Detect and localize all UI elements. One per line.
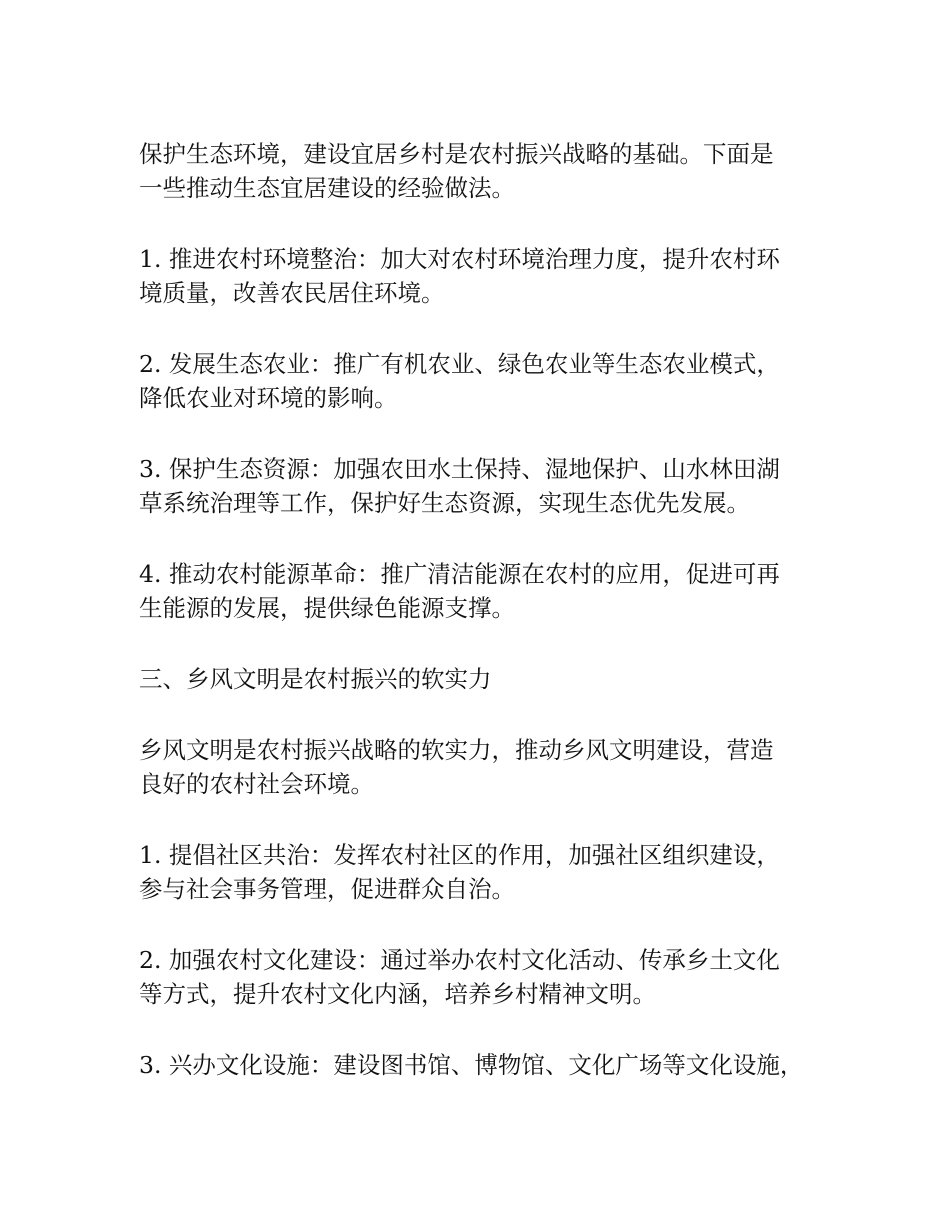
intro-paragraph — [139, 137, 829, 205]
text-line: 降低农业对环境的影响。 — [139, 384, 398, 412]
list-item-paragraph — [139, 838, 829, 906]
section-intro-paragraph — [139, 733, 829, 801]
list-item-paragraph — [139, 943, 829, 1011]
list-item-paragraph — [139, 1048, 829, 1082]
section-heading — [139, 662, 829, 696]
text-line: 草系统治理等工作，保护好生态资源，实现生态优先发展。 — [139, 489, 750, 517]
text-line: 参与社会事务管理，促进群众自治。 — [139, 875, 515, 903]
text-line: 2. 加强农村文化建设：通过举办农村文化活动、传承乡土文化 — [139, 946, 780, 974]
text-line: 2. 发展生态农业：推广有机农业、绿色农业等生态农业模式， — [139, 350, 780, 378]
text-line: 乡风文明是农村振兴战略的软实力，推动乡风文明建设，营造 — [139, 736, 774, 764]
text-line: 1. 提倡社区共治：发挥农村社区的作用，加强社区组织建设， — [139, 841, 780, 869]
text-line: 3. 保护生态资源：加强农田水土保持、湿地保护、山水林田湖 — [139, 455, 780, 483]
document-body — [139, 137, 829, 1119]
text-line: 等方式，提升农村文化内涵，培养乡村精神文明。 — [139, 980, 656, 1008]
list-item-paragraph — [139, 347, 829, 415]
text-line: 3. 兴办文化设施：建设图书馆、博物馆、文化广场等文化设施， — [139, 1051, 804, 1079]
text-line: 1. 推进农村环境整治：加大对农村环境治理力度，提升农村环 — [139, 245, 780, 273]
list-item-paragraph — [139, 242, 829, 310]
text-line: 良好的农村社会环境。 — [139, 770, 374, 798]
text-line: 保护生态环境，建设宜居乡村是农村振兴战略的基础。下面是 — [139, 140, 774, 168]
text-line: 4. 推动农村能源革命：推广清洁能源在农村的应用，促进可再 — [139, 560, 780, 588]
text-line: 境质量，改善农民居住环境。 — [139, 279, 445, 307]
text-line: 一些推动生态宜居建设的经验做法。 — [139, 174, 515, 202]
list-item-paragraph — [139, 557, 829, 625]
text-line: 生能源的发展，提供绿色能源支撑。 — [139, 594, 515, 622]
text-line: 三、乡风文明是农村振兴的软实力 — [139, 665, 492, 693]
list-item-paragraph — [139, 452, 829, 520]
